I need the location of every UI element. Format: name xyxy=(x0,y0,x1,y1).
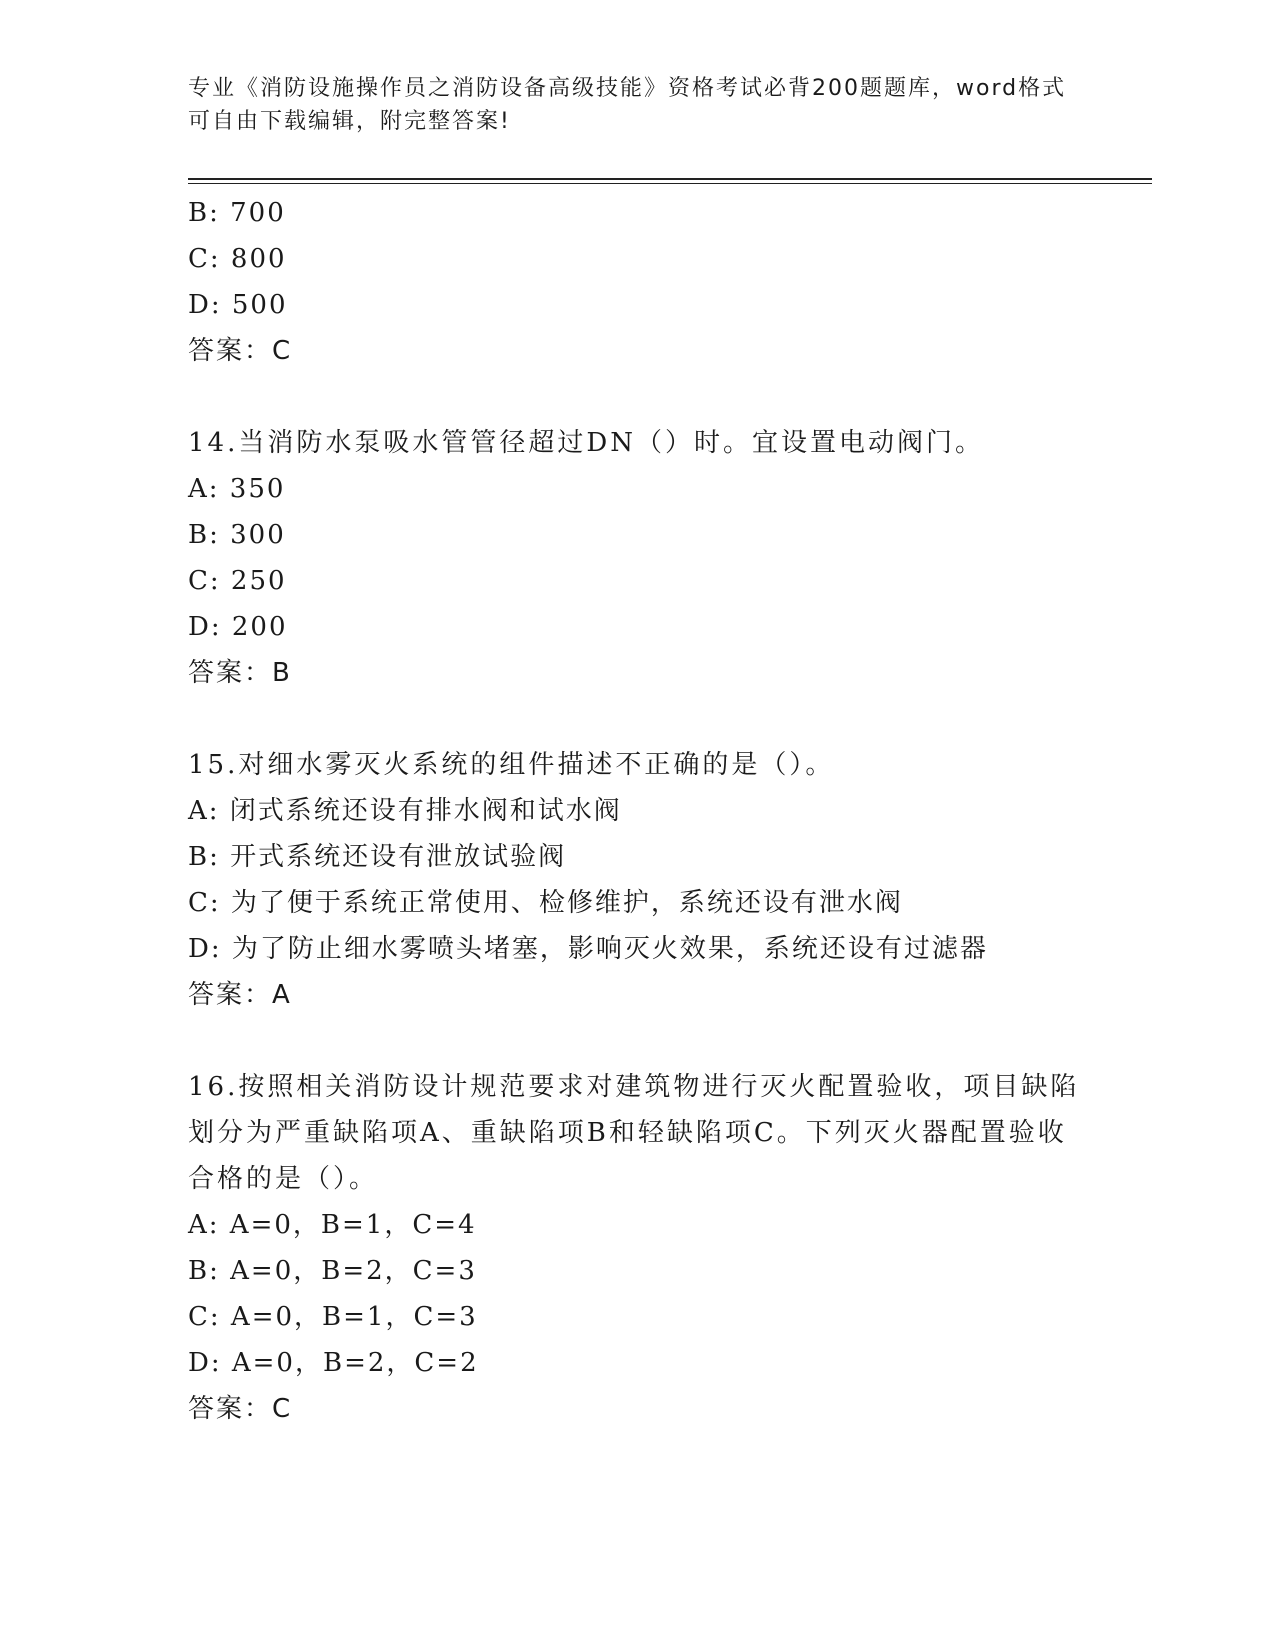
option-d: D: A=0，B=2，C=2 xyxy=(188,1348,479,1378)
option-c: C: 250 xyxy=(188,566,287,596)
answer-line: 答案：C xyxy=(188,336,293,366)
option-c: C: A=0，B=1，C=3 xyxy=(188,1302,478,1332)
answer-line: 答案：B xyxy=(188,658,292,688)
question-15 xyxy=(188,742,1088,1018)
option-a: A: 闭式系统还设有排水阀和试水阀 xyxy=(188,796,622,826)
option-b: B: 开式系统还设有泄放试验阀 xyxy=(188,842,567,872)
header-rule-thick xyxy=(188,178,1152,180)
option-d: D: 200 xyxy=(188,612,288,642)
option-b: B: 300 xyxy=(188,520,286,550)
option-c: C: 800 xyxy=(188,244,287,274)
option-a: A: 350 xyxy=(188,474,286,504)
question-13-tail xyxy=(188,190,1088,374)
option-a: A: A=0，B=1，C=4 xyxy=(188,1210,477,1240)
document-header: 专业《消防设施操作员之消防设备高级技能》资格考试必背200题题库，word格式可自由下载编辑，附完整答案! xyxy=(188,76,1067,134)
question-text: 14.当消防水泵吸水管管径超过DN（）时。宜设置电动阀门。 xyxy=(188,428,984,458)
option-d: D: 为了防止细水雾喷头堵塞，影响灭火效果，系统还设有过滤器 xyxy=(188,934,988,964)
question-content xyxy=(188,190,1088,1432)
option-b: B: 700 xyxy=(188,198,286,228)
question-text: 16.按照相关消防设计规范要求对建筑物进行灭火配置验收，项目缺陷划分为严重缺陷项A、重缺陷项B和轻缺陷项C。下列灭火器配置验收合格的是（）。 xyxy=(188,1072,1080,1194)
question-14 xyxy=(188,420,1088,696)
option-b: B: A=0，B=2，C=3 xyxy=(188,1256,477,1286)
header-rule-thin xyxy=(188,183,1152,184)
option-c: C: 为了便于系统正常使用、检修维护，系统还设有泄水阀 xyxy=(188,888,903,918)
question-16 xyxy=(188,1064,1088,1432)
option-d: D: 500 xyxy=(188,290,288,320)
question-text: 15.对细水雾灭火系统的组件描述不正确的是（）。 xyxy=(188,750,835,780)
answer-line: 答案：C xyxy=(188,1394,293,1424)
answer-line: 答案：A xyxy=(188,980,292,1010)
